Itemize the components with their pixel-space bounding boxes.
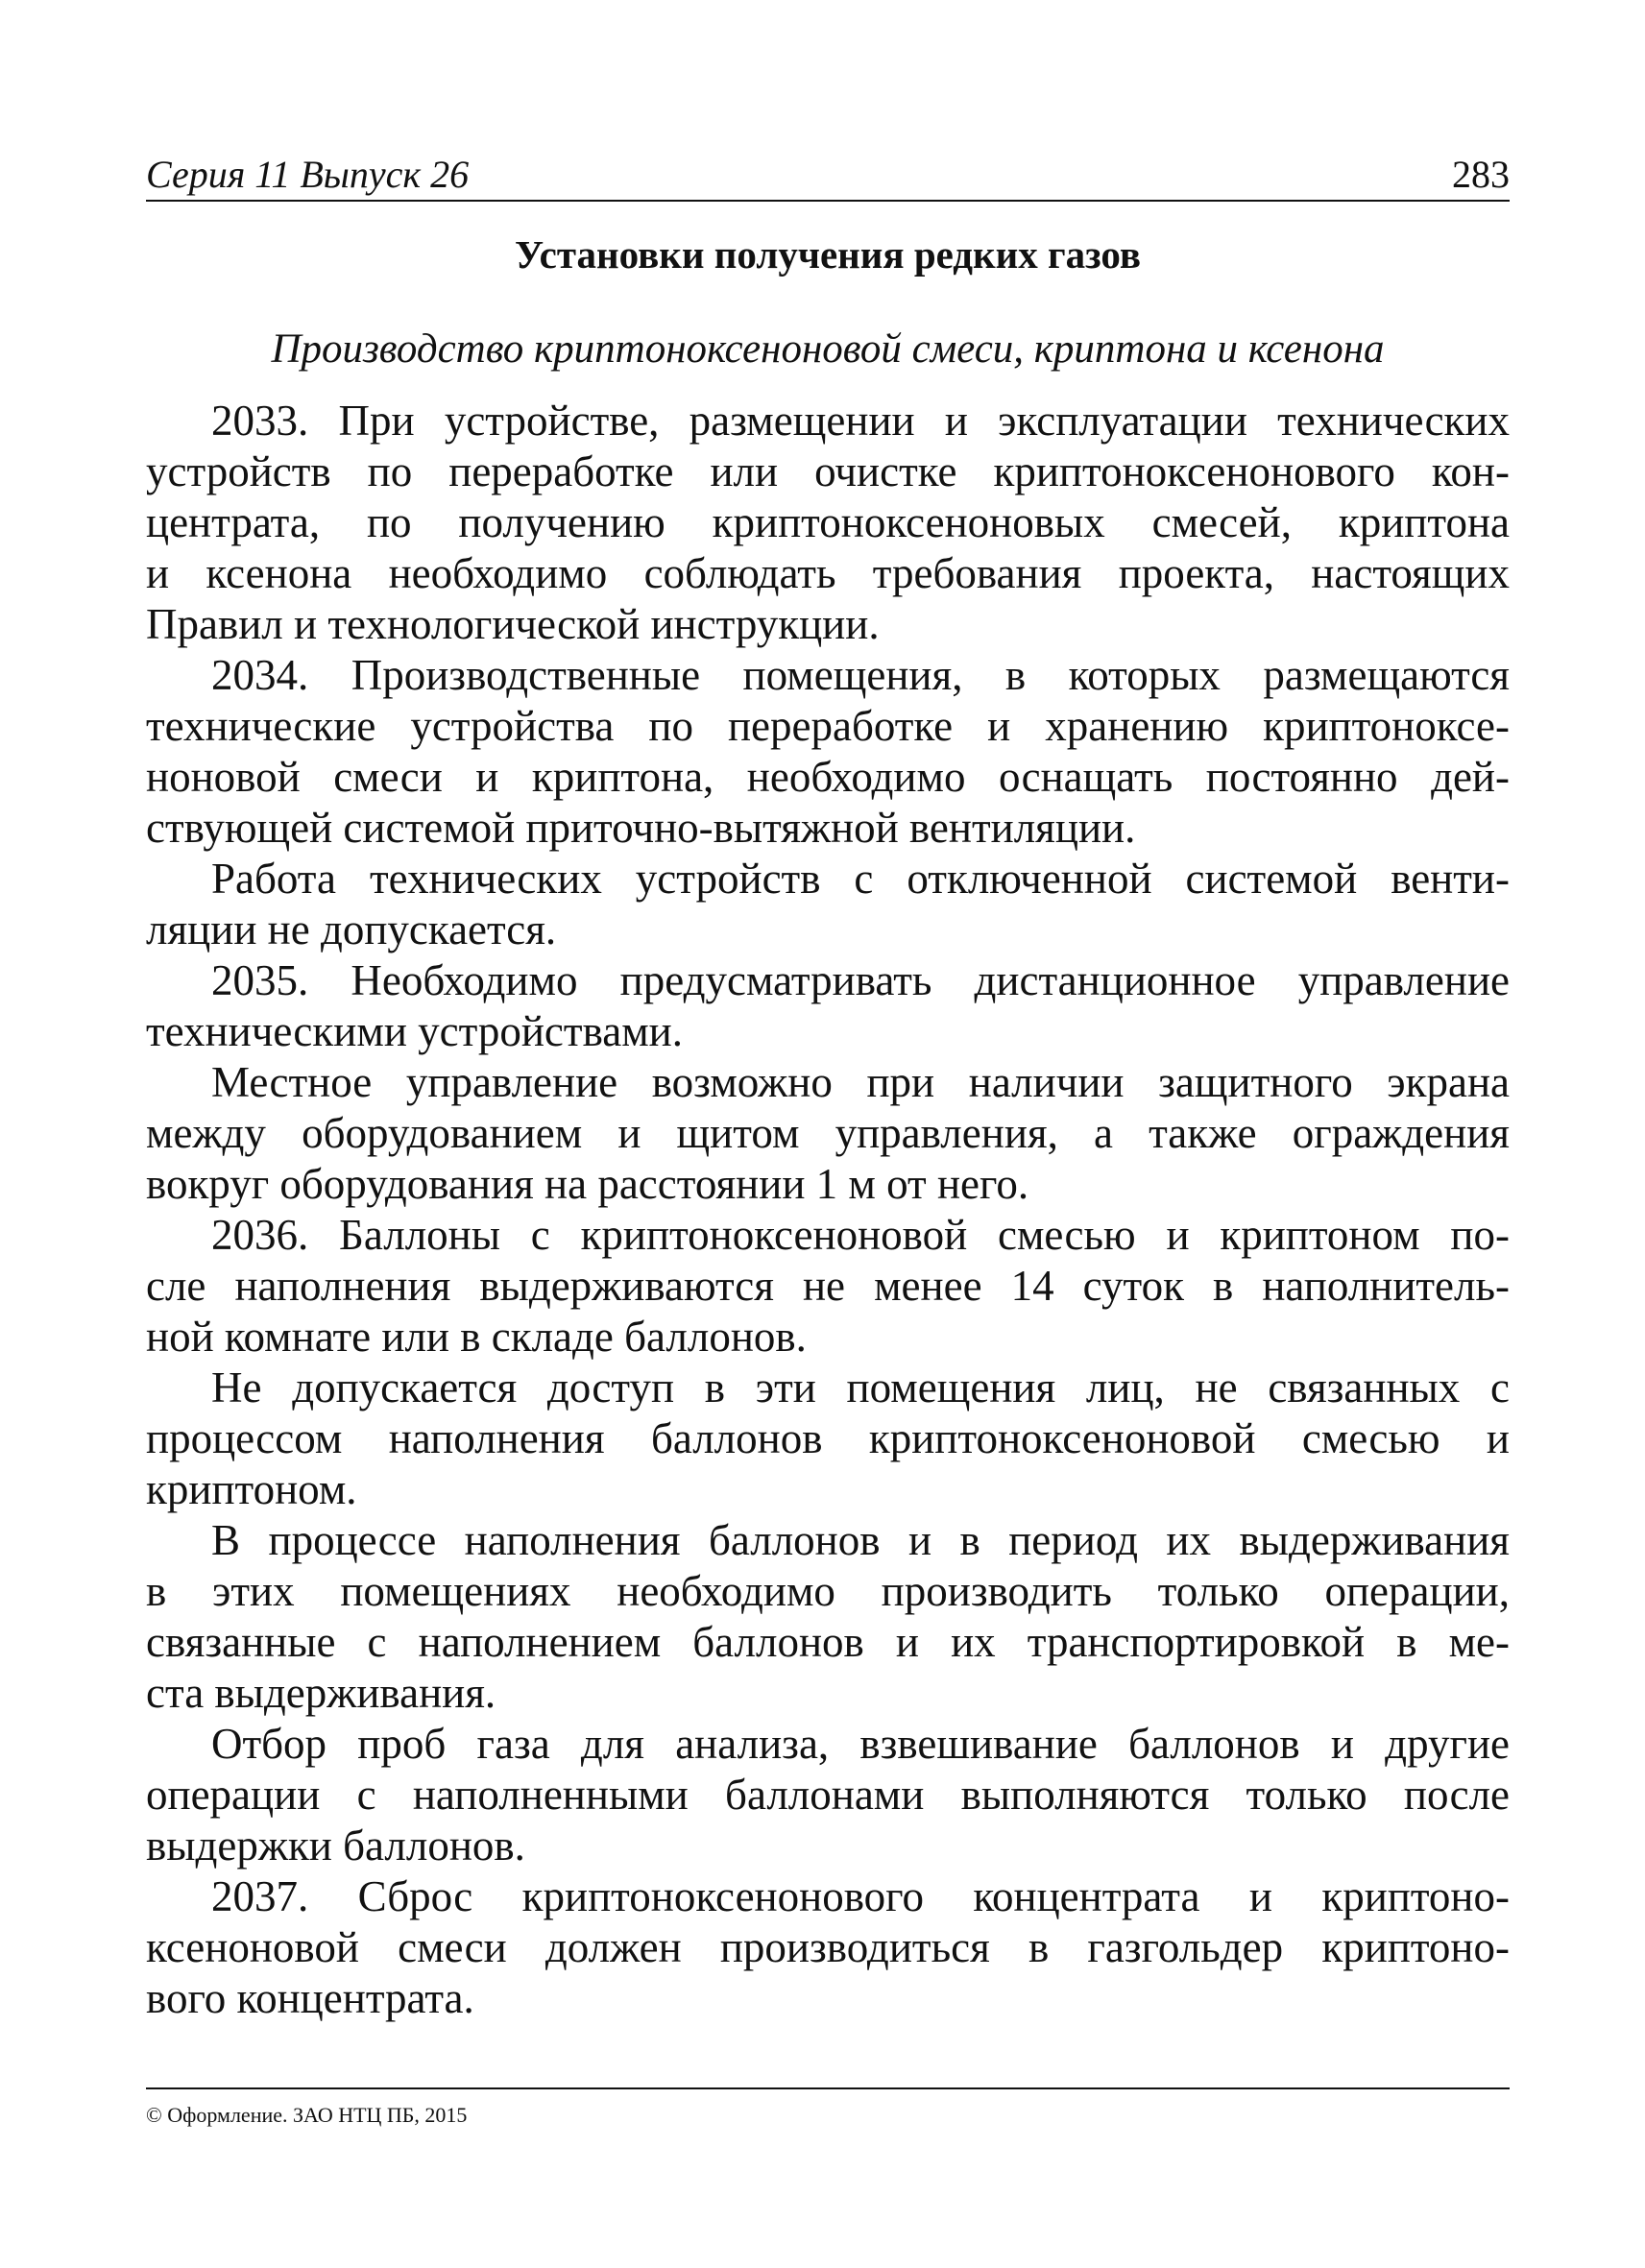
text-line: операции с наполненными баллонами выполняются только после (146, 1771, 1510, 1819)
paragraph (146, 854, 1510, 955)
paragraph (146, 650, 1510, 854)
paragraph (146, 1515, 1510, 1719)
text-line: 2037. Сброс криптоноксенонового концентрата и криптоно- (211, 1872, 1510, 1920)
text-line: ксеноновой смеси должен производиться в газгольдер криптоно- (146, 1923, 1510, 1971)
text-line: Работа технических устройств с отключенной системой венти- (211, 855, 1510, 903)
text-line: техническими устройствами. (146, 1007, 684, 1055)
text-line: между оборудованием и щитом управления, а также ограждения (146, 1109, 1510, 1157)
text-line: связанные с наполнением баллонов и их транспортировкой в ме- (146, 1618, 1511, 1666)
paragraph (146, 1057, 1510, 1210)
text-line: выдержки баллонов. (146, 1822, 525, 1870)
text-line: в этих помещениях необходимо производить только операции, (146, 1567, 1510, 1615)
text-line: центрата, по получению криптоноксеноновых смесей, криптона (146, 498, 1510, 546)
section-title: Установки получения редких газов (515, 232, 1141, 277)
text-line: Не допускается доступ в эти помещения лиц, не связанных с (211, 1363, 1510, 1411)
text-line: вого концентрата. (146, 1974, 474, 2022)
header-divider (146, 200, 1510, 202)
text-line: ноновой смеси и криптона, необходимо оснащать постоянно дей- (146, 753, 1511, 801)
text-line: Правил и технологической инструкции. (146, 600, 880, 648)
text-line: ной комнате или в складе баллонов. (146, 1313, 807, 1361)
text-line: криптоном. (146, 1465, 357, 1513)
text-line: ста выдерживания. (146, 1669, 496, 1717)
text-line: 2034. Производственные помещения, в которых размещаются (211, 651, 1510, 699)
text-line: технические устройства по переработке и хранению криптоноксе- (146, 702, 1510, 750)
text-line: В процессе наполнения баллонов и в период их выдерживания (211, 1516, 1511, 1564)
text-line: устройств по переработке или очистке криптоноксенонового кон- (146, 447, 1510, 495)
text-line: ствующей системой приточно-вытяжной вентиляции. (146, 804, 1136, 852)
body-text (146, 396, 1510, 2024)
text-line: Местное управление возможно при наличии защитного экрана (211, 1058, 1511, 1106)
paragraph (146, 1871, 1510, 2024)
text-line: и ксенона необходимо соблюдать требования проекта, настоящих (146, 549, 1510, 597)
text-line: процессом наполнения баллонов криптоноксеноновой смесью и (146, 1414, 1510, 1462)
text-line: 2033. При устройстве, размещении и эксплуатации технических (211, 397, 1510, 445)
running-header (146, 148, 1510, 205)
paragraph (146, 396, 1510, 650)
text-line: 2035. Необходимо предусматривать дистанционное управление (211, 956, 1510, 1004)
paragraph (146, 1210, 1510, 1363)
footer-divider (146, 2087, 1510, 2089)
paragraph (146, 1719, 1510, 1871)
text-line: вокруг оборудования на расстоянии 1 м от него. (146, 1160, 1029, 1208)
text-line: ляции не допускается. (146, 905, 557, 953)
text-line: Отбор проб газа для анализа, взвешивание баллонов и другие (211, 1720, 1510, 1768)
copyright-footer: © Оформление. ЗАО НТЦ ПБ, 2015 (146, 2103, 468, 2127)
paragraph (146, 955, 1510, 1057)
text-line: 2036. Баллоны с криптоноксеноновой смесью и криптоном по- (211, 1211, 1511, 1259)
text-line: сле наполнения выдерживаются не менее 14 суток в наполнитель- (146, 1262, 1510, 1310)
paragraph (146, 1363, 1510, 1515)
subsection-title: Производство криптоноксеноновой смеси, криптона и ксенона (271, 326, 1385, 372)
series-label: Серия 11 Выпуск 26 (146, 153, 470, 196)
page-number: 283 (1452, 153, 1510, 196)
